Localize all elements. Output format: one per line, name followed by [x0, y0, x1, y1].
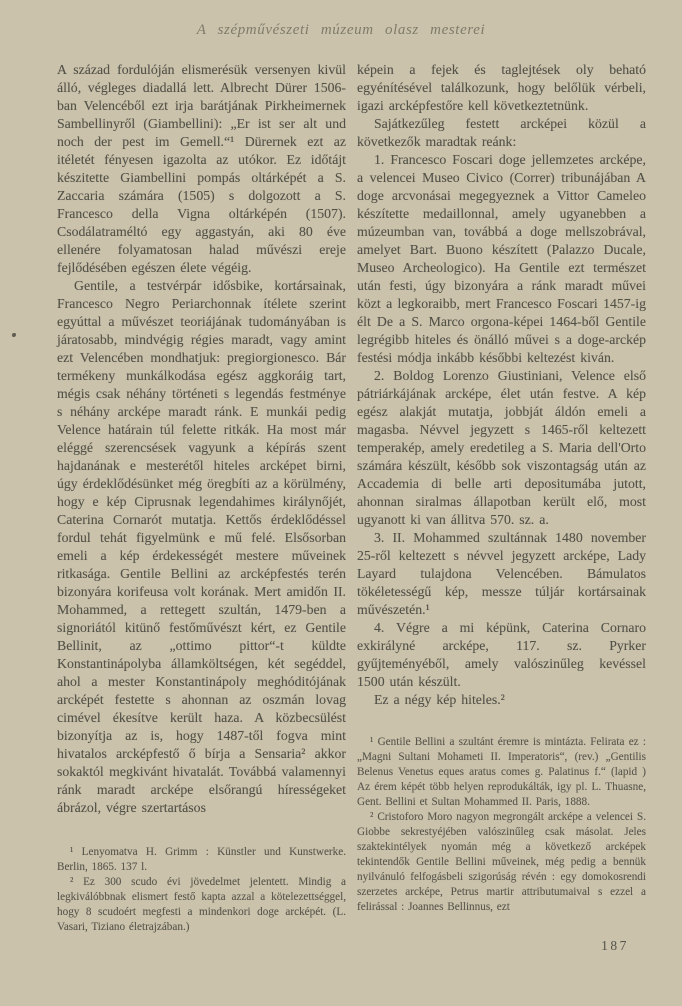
footnote: ² Cristoforo Moro nagyon megrongált arcképe a velencei S. Giobbe sekrestyéjében valószinűleg csak másolat. Jeles szaktekintélyek nyomán még a következő arcképek tekintendők Gentile Bellini műveinek, még pedig a bennük nyilvánuló felfogásbeli szigorúság révén : egy domokosrendi szerzetes arcképe, Petrus martir attributumaival s ezzel a felirással : Joannes Bellinnus, ezt — [357, 811, 646, 913]
right-column — [357, 61, 646, 935]
body-paragraph: Ez a négy kép hiteles.² — [374, 692, 505, 707]
footnote: ¹ Gentile Bellini a szultánt éremre is mintázta. Felirata ez : „Magni Sultani Mohameti II. Imperatoris“, (rev.) „Gentilis Belenus Venetus eques aratus comes g. Palatinus f.“ (lapid ) Az érem képét több helyen reprodukálták, igy pl. L. Thuasne, Gent. Bellini et Sultan Mohammed II. Paris, 1888. — [357, 736, 646, 808]
running-head: A szépművészeti múzeum olasz mesterei — [196, 22, 486, 38]
ink-speck — [12, 333, 16, 337]
body-paragraph: 3. II. Mohammed szultánnak 1480 november 25-ről keltezett s névvel jegyzett arcképe, Lady Layard tulajdona Velencében. Bámulatos tökéletességű kép, messze túljár kortársainak művészetén.¹ — [357, 530, 646, 617]
left-column-footnotes — [57, 845, 346, 935]
footnote: ¹ Lenyomatva H. Grimm : Künstler und Kunstwerke. Berlin, 1865. 137 l. — [57, 846, 346, 873]
right-column-body — [357, 61, 646, 709]
body-paragraph: Sajátkezűleg festett arcképei közül a következők maradtak reánk: — [357, 116, 646, 149]
text-columns — [57, 61, 646, 935]
left-column-body — [57, 61, 346, 817]
body-paragraph: 1. Francesco Foscari doge jellemzetes arcképe, a velencei Museo Civico (Correr) tribunájában A doge arcvonásai megegyeznek a Vittor Cameleo készítette medaillonnal, amely ugyanebben a múzeumban van, továbbá a doge mellszobrával, amelyet Bart. Buono készített (Palazzo Ducale, Museo Archeologico). Ha Gentile ezt természet után festi, úgy bizonyára a ránk maradt művei közt a legkoraibb, mert Francesco Foscari 1457-ig élt De a S. Marco orgona-képei 1464-ből Gentile legrégibb hiteles és önálló művei s a doge-arckép festési módja inkább későbbi keltezést kiván. — [357, 152, 646, 365]
left-column — [57, 61, 346, 935]
body-paragraph: képein a fejek és taglejtések oly beható egyénítésével találkozunk, hogy belőlük vérbeli, igazi arcképfestőre kell következtetnünk. — [357, 62, 646, 113]
body-paragraph: 2. Boldog Lorenzo Giustiniani, Velence első pátriárkájának arcképe, élet után festve. A kép egész alakját mutatja, jobbját áldón emeli a magasba. Névvel jegyzett s 1465-ről keltezett temperakép, amely eredetileg a S. Maria dell'Orto számára készült, később sok viszontagság után az Accademia di belle arti depositumába jutott, ahonnan siralmas állapotban került elő, most ugyanott ki van állitva 570. sz. a. — [357, 368, 646, 527]
body-paragraph: 4. Végre a mi képünk, Caterina Cornaro exkirályné arcképe, 117. sz. Pyrker gyűjteményéből, amely valószinűleg kevéssel 1500 után készült. — [357, 620, 646, 689]
footnote: ² Ez 300 scudo évi jövedelmet jelentett. Mindig a legkiválóbbnak elismert festő kapta azzal a kötelezettséggel, hogy 8 scudoért megfesti a mindenkori doge arcképét. (L. Vasari, Tiziano életrajzában.) — [57, 876, 346, 933]
body-paragraph: A század fordulóján elismerésük versenyen kivül álló, végleges diadallá lett. Albrecht Dürer 1506-ban Velencéből ezt irja barátjának Pirkheimernek Sambellinyről (Giambellini): „Er ist ser alt und noch der pest im Gemell.“¹ Dürernek ezt az itéletét fényesen igazolta az utókor. Ez időtájt készitette Giambellini pompás oltárképét a S. Zaccaria számára (1505) s dolgozott a S. Francesco della Vigna oltárképén (1507). Csodálatraméltó egy aggastyán, aki 80 éve ellenére folyamatosan halad művészi ereje fejlődésében egészen élete végéig. — [57, 62, 346, 275]
page-number: 187 — [601, 938, 629, 953]
right-column-footnotes — [357, 735, 646, 915]
body-paragraph: Gentile, a testvérpár idősbike, kortársainak, Francesco Negro Periarchonnak ítélete szerint egyúttal a művészet teoriájának tudományában is járatosabb, mindvégig régies maradt, vagy amint ezt Velencében mondhatjuk: pregiorgionesco. Bár termékeny munkálkodása egész aggkoráig tart, mégis csak néhány történeti s legendás festménye s néhány arcképe maradt ránk. E munkái pedig Velence határain túl felette ritkák. Ha most már eléggé szerencsések vagyunk a képírás szent hajdanának e mesterétől hiteles arcképet birni, úgy érdeklődésünket még öregbíti az a körülmény, hogy e kép Ciprusnak legendahimes királynőjét, Caterina Cornarót mutatja. Kettős érdeklődéssel fordul tehát figyelmünk e mű felé. Elsősorban emeli a kép érdekességét mestere műveinek ritkasága. Gentile Bellini az arcképfestés terén bizonyára korifeusa volt korának. Mert amidőn II. Mohammed, a rettegett szultán, 1479-ben a signoriától kitünő festőművészt kért, ez Gentile Bellinit, az „ottimo pittor“-t küldte Konstantinápolyba államköltségen, két segéddel, ahol a mester Konstantinápoly meghóditójának arcképét festette s ahonnan az oszmán lovag cimével ékesítve került haza. A közbecsülést bizonyítja az is, hogy 1487-től fogva mint hivatalos arcképfestő ő bírja a Sensaria² akkor sokaktól megkivánt hivatalát. Továbbá valamennyi ránk maradt arcképe elsőrangú hírességeket ábrázol, végre szertartásos — [57, 278, 346, 815]
